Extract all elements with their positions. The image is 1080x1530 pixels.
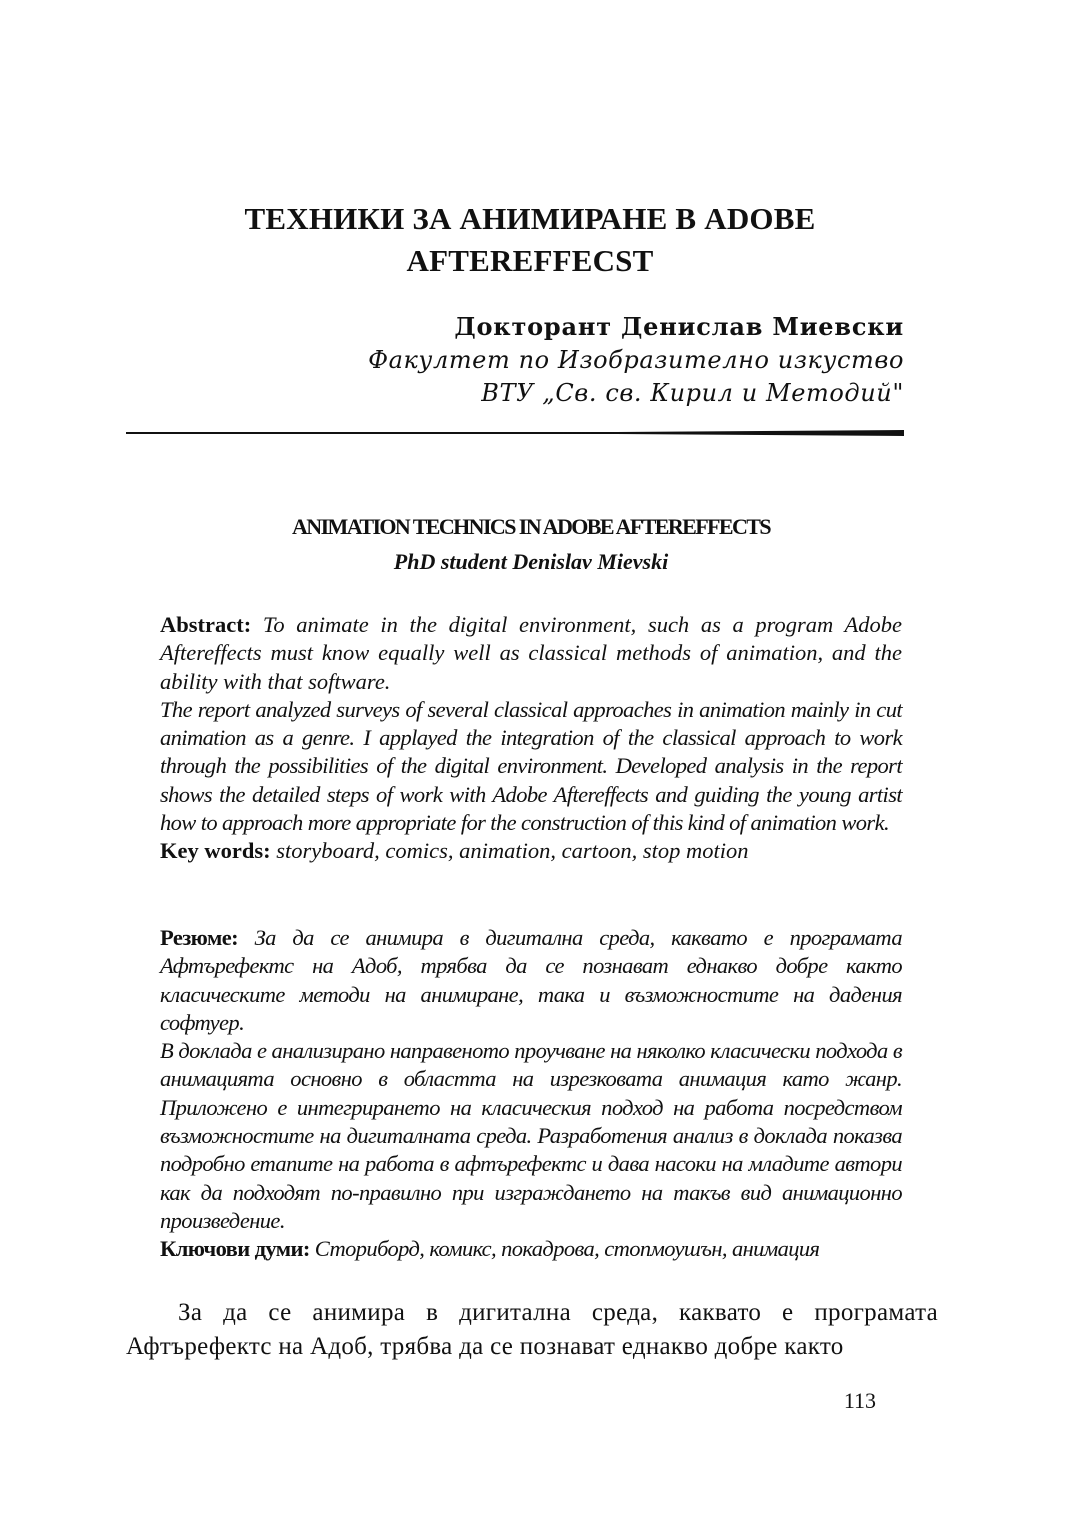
abstract-text-1: To animate in the digital environment, such as a program Adobe Aftereffects must know equally well as classical methods of animation, and the ability with that software. (160, 612, 903, 694)
english-title: ANIMATION TECHNICS IN ADOBE AFTEREFFECTS (292, 514, 770, 539)
english-author: PhD student Denislav Mievski (393, 549, 669, 574)
abstract-label: Abstract: (160, 612, 252, 637)
header-divider-thick (560, 430, 904, 436)
rezyume-text-2: В доклада е анализирано направеното проучване на няколко класически подхода в анимацията основно в областта на изрезковата анимация като жанр. Приложено е интегрирането на класическия подход на работа посредством възможностите на дигиталната среда. Разработения анализ в доклада показва подробно етапите на работа в афтърефектс и дава насоки на младите автори как да подходят по-правилно при изграждането на такъв вид анимационно произведение. (160, 1038, 902, 1233)
klyuchovi-dumi-label: Ключови думи: (160, 1236, 310, 1262)
english-abstract-p2 (160, 696, 902, 837)
page-number: 113 (843, 1388, 876, 1413)
rezyume-text-1: За да се анимира в дигитална среда, каквато е програмата Афтърефектс на Адоб, трябва да се познават еднакво добре както класическите методи на анимиране, така и възможностите на дадения софтуер. (160, 925, 902, 1035)
english-keywords (160, 837, 902, 865)
title-line-2: AFTEREFFECST (406, 243, 654, 278)
author-university: ВТУ „Св. св. Кирил и Методий" (481, 379, 904, 407)
bulgarian-abstract-p2 (160, 1037, 902, 1235)
author-block (204, 310, 904, 410)
author-faculty: Факултет по Изобразително изкуство (368, 346, 904, 374)
english-abstract (160, 611, 902, 866)
english-abstract-p1 (160, 611, 902, 696)
keywords-label: Key words: (160, 838, 271, 864)
rezyume-label: Резюме: (160, 925, 238, 950)
body-paragraph: За да се анимира в дигитална среда, каквато е програмата Афтърефектс на Адоб, трябва да се познават еднакво добре както (126, 1299, 938, 1360)
keywords-text: storyboard, comics, animation, cartoon, stop motion (276, 838, 749, 864)
author-name: Докторант Денислав Миевски (454, 312, 904, 341)
title-line-1: ТЕХНИКИ ЗА АНИМИРАНЕ В ADOBE (244, 201, 816, 236)
bulgarian-abstract-p1 (160, 924, 902, 1037)
bulgarian-keywords (160, 1235, 902, 1263)
paper-title (160, 198, 900, 282)
bulgarian-abstract (160, 924, 902, 1264)
klyuchovi-dumi-text: Сториборд, комикс, покадрова, стопмоушън, анимация (314, 1236, 820, 1262)
abstract-text-2: The report analyzed surveys of several classical approaches in animation mainly in cut animation as a genre. I applayed the integration of the classical approach to work through the possibilities of the digital environment. Developed analysis in the report shows the detailed steps of work with Adobe Aftereffects and guiding the young artist how to approach more appropriate for the construction of this kind of animation work. (160, 696, 902, 836)
